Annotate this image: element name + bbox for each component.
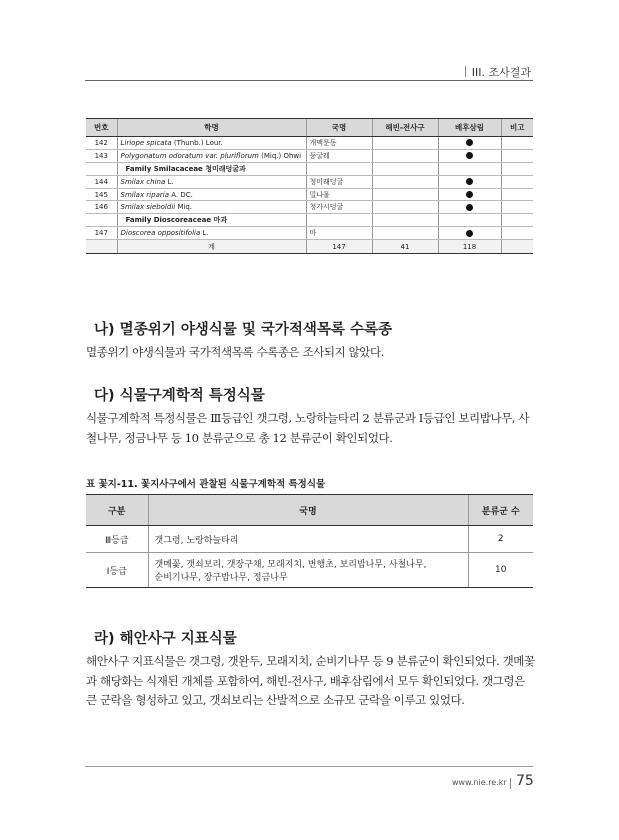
species-genus: Dioscorea oppositifolia	[120, 229, 201, 238]
species-author: L.	[200, 229, 209, 238]
cell-empty	[86, 240, 117, 254]
species-korean-name: 청미래덩굴	[306, 175, 372, 188]
section-na-body: 멸종위기 야생식물과 국가적색목록 수록종은 조사되지 않았다.	[86, 345, 384, 359]
species-genus: Liriope spicata	[120, 138, 172, 147]
col-scientific-name: 학명	[117, 119, 306, 137]
species-table	[86, 118, 533, 254]
cell-empty	[86, 214, 117, 227]
dune-presence	[372, 227, 438, 240]
col-forest: 배후삼림	[438, 119, 501, 137]
forest-presence	[438, 149, 501, 162]
cell-empty	[438, 162, 501, 175]
table-row	[86, 175, 533, 188]
species-scientific-name	[117, 175, 306, 188]
table-row	[86, 149, 533, 162]
species-remarks	[501, 188, 533, 201]
col-korean-name: 국명	[306, 119, 372, 137]
species-remarks	[501, 137, 533, 150]
species-no: 147	[86, 227, 117, 240]
forest-presence	[438, 175, 501, 188]
section-da-heading: 다) 식물구계학적 특정식물	[94, 388, 265, 404]
species-korean-name: 둥굴레	[306, 149, 372, 162]
species-no: 142	[86, 137, 117, 150]
species-scientific-name	[117, 137, 306, 150]
species-author: Miq.	[175, 203, 193, 212]
section-da-body: 식물구계학적 특정식물은 Ⅲ등급인 갯그령, 노랑하늘타리 2 분류군과 Ⅰ등급인 보리밥나무, 사철나무, 정금나무 등 10 분류군으로 총 12 분류군이 확인되었다.	[86, 411, 530, 445]
species-no: 145	[86, 188, 117, 201]
species-table-header	[86, 119, 533, 137]
presence-dot	[466, 178, 473, 185]
cell-empty	[501, 240, 533, 254]
grade-count: 10	[468, 553, 533, 588]
footer-rule	[85, 766, 533, 767]
grade-names-line: 순비기나무, 장구밥나무, 정금나무	[154, 573, 288, 583]
species-korean-name: 밀나물	[306, 188, 372, 201]
cell-empty	[438, 214, 501, 227]
table-row	[86, 201, 533, 214]
cell-empty	[372, 214, 438, 227]
presence-dot	[466, 139, 473, 146]
species-author: (Miq.) Ohwi	[258, 151, 302, 160]
grade-names: 갯그령, 노랑하늘타리	[148, 526, 468, 553]
forest-presence	[438, 188, 501, 201]
footer-separator	[510, 778, 511, 789]
species-korean-name: 청가시덩굴	[306, 201, 372, 214]
col-no: 번호	[86, 119, 117, 137]
species-scientific-name	[117, 149, 306, 162]
col-count: 분류군 수	[468, 495, 533, 526]
col-names: 국명	[148, 495, 468, 526]
col-grade: 구분	[86, 495, 148, 526]
grade-table-header	[86, 495, 533, 526]
col-remarks: 비고	[501, 119, 533, 137]
dune-presence	[372, 201, 438, 214]
presence-dot	[466, 152, 473, 159]
species-genus: Smilax china	[120, 177, 166, 186]
family-label: Family Dioscoreaceae 마과	[117, 214, 306, 227]
species-author: A. DC.	[168, 190, 193, 199]
dune-presence	[372, 175, 438, 188]
table-row	[86, 137, 533, 150]
species-no: 146	[86, 201, 117, 214]
total-forest: 118	[438, 240, 501, 254]
cell-empty	[306, 162, 372, 175]
species-remarks	[501, 175, 533, 188]
forest-presence	[438, 137, 501, 150]
dune-presence	[372, 149, 438, 162]
cell-empty	[501, 214, 533, 227]
grade-names-line: 갯메꽃, 갯쇠보리, 갯장구채, 모래지치, 번행초, 보리밥나무, 사철나무,	[154, 560, 427, 570]
presence-dot	[466, 191, 473, 198]
family-label: Family Smilacaceae 청미래덩굴과	[117, 162, 306, 175]
species-remarks	[501, 227, 533, 240]
species-korean-name: 개맥문동	[306, 137, 372, 150]
table-row	[86, 227, 533, 240]
dune-presence	[372, 188, 438, 201]
section-ra-heading: 라) 해안사구 지표식물	[94, 631, 237, 647]
table-row	[86, 526, 533, 553]
footer-url: www.nie.re.kr	[452, 778, 507, 787]
grade-table	[86, 494, 533, 588]
cell-empty	[306, 214, 372, 227]
chapter-label: III. 조사결과	[465, 64, 531, 80]
species-author: L.	[165, 177, 174, 186]
species-table-body	[86, 137, 533, 254]
section-na-heading: 나) 멸종위기 야생식물 및 국가적색목록 수록종	[94, 322, 392, 338]
grade-label: Ⅰ등급	[86, 553, 148, 588]
page-number: 75	[516, 773, 534, 789]
species-no: 144	[86, 175, 117, 188]
col-dune: 해빈-전사구	[372, 119, 438, 137]
cell-empty	[86, 162, 117, 175]
total-label: 계	[117, 240, 306, 254]
species-korean-name: 마	[306, 227, 372, 240]
species-no: 143	[86, 149, 117, 162]
grade-count: 2	[468, 526, 533, 553]
species-author: (Thunb.) Lour.	[171, 138, 223, 147]
grade-label: Ⅲ등급	[86, 526, 148, 553]
section-ra-body: 해안사구 지표식물은 갯그령, 갯완두, 모래지치, 순비기나무 등 9 분류군이 확인되었다. 갯메꽃과 해당화는 식재된 개체를 포함하여, 해빈-전사구, 배후삼림에서 모두 확인되었다. 갯그령은 큰 군락을 형성하고 있고, 갯쇠보리는 산발적으로 소규모 군락을 이루고 있었다.	[86, 654, 535, 707]
species-scientific-name	[117, 201, 306, 214]
species-genus: Polygonatum odoratum var. pluriflorum	[120, 151, 259, 160]
family-row	[86, 214, 533, 227]
table-caption: 표 꽃지-11. 꽃지사구에서 관찰된 식물구계학적 특정식물	[86, 479, 326, 490]
family-row	[86, 162, 533, 175]
grade-names	[148, 553, 468, 588]
species-scientific-name	[117, 227, 306, 240]
species-genus: Smilax riparia	[120, 190, 169, 199]
total-dune: 41	[372, 240, 438, 254]
table-row	[86, 553, 533, 588]
total-korean: 147	[306, 240, 372, 254]
cell-empty	[372, 162, 438, 175]
forest-presence	[438, 201, 501, 214]
header-rule	[85, 80, 533, 81]
species-remarks	[501, 149, 533, 162]
presence-dot	[466, 204, 473, 211]
species-scientific-name	[117, 188, 306, 201]
species-genus: Smilax sieboldii	[120, 203, 176, 212]
table-row	[86, 188, 533, 201]
species-remarks	[501, 201, 533, 214]
presence-dot	[466, 230, 473, 237]
dune-presence	[372, 137, 438, 150]
cell-empty	[501, 162, 533, 175]
forest-presence	[438, 227, 501, 240]
total-row	[86, 240, 533, 254]
